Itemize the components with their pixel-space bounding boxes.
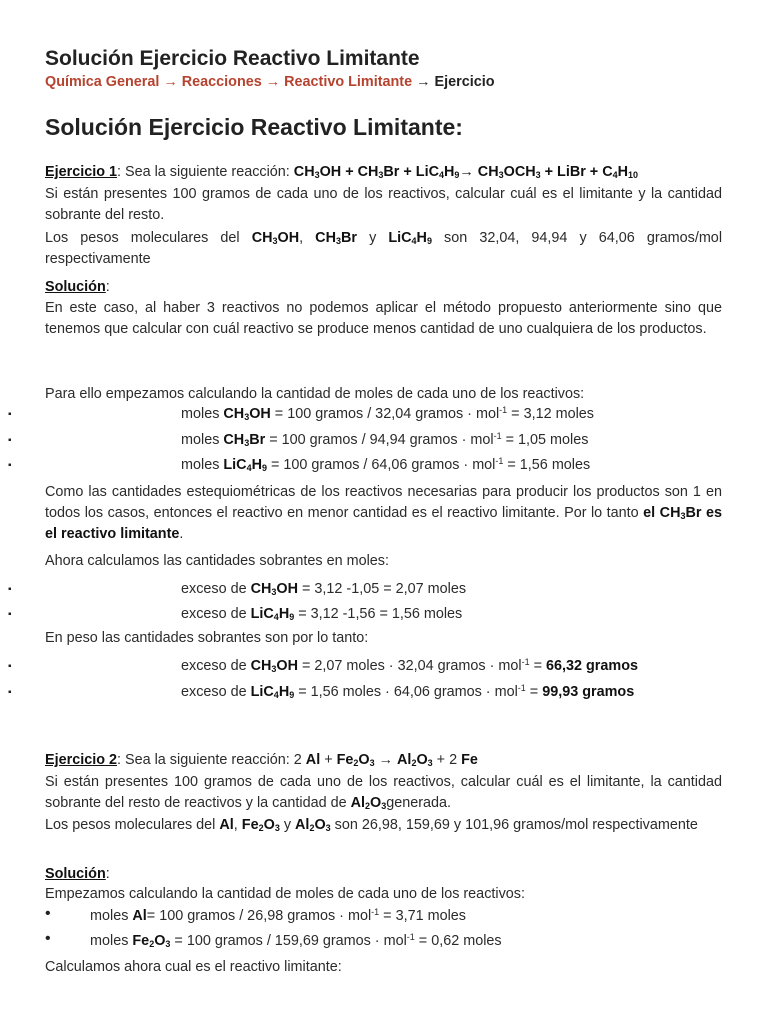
ex2-statement-end: generada. (386, 795, 452, 811)
breadcrumb-separator: → (163, 74, 178, 90)
ex1-label: Ejercicio 1 (45, 164, 117, 180)
list-bullet: ▪ (8, 460, 12, 471)
ex1-weight-1-calc: = 2,07 moles · 32,04 gramos · mol (302, 658, 522, 674)
list-bullet: • (45, 930, 51, 947)
ex1-moles-2-calc: = 100 gramos / 94,94 gramos · mol (269, 432, 494, 448)
ex1-excess-2-calc: = 3,12 -1,56 = 1,56 moles (298, 606, 463, 622)
word-moles: moles (90, 908, 129, 924)
ex2-statement-text: Si están presentes 100 gramos de cada uno de los reactivos, calcular cuál es el limitante, la cantidad sobrante del resto de reactivos y la cantidad de (45, 774, 722, 811)
breadcrumb-link-reactivo-limitante[interactable]: Reactivo Limitante (284, 74, 413, 90)
ex2-intro: : Sea la siguiente reacción: 2 (117, 752, 306, 768)
list-bullet: ▪ (8, 409, 12, 420)
list-bullet: ▪ (8, 584, 12, 595)
ex2-moles-2-result: = 0,62 moles (414, 933, 502, 949)
ex2-moles-1-result: = 3,71 moles (379, 908, 466, 924)
list-bullet: ▪ (8, 661, 12, 672)
ex1-intro: : Sea la siguiente reacción: (117, 164, 294, 180)
ex1-moles-1-result: = 3,12 moles (507, 406, 594, 422)
ex1-conclusion-text: Como las cantidades estequiométricas de los reactivos necesarias para producir los productos son 1 en todos los casos, entonces el reactivo en menor cantidad es el reactivo limitante. Por lo tanto (45, 484, 722, 521)
list-bullet: ▪ (8, 687, 12, 698)
breadcrumb-separator: → (265, 74, 281, 90)
word-exceso-de: exceso de (181, 606, 247, 622)
ex1-moles-2: moles $CH_3Br = 100$ gramos / 94,94 gramos · mol$^{-1}$ = 1,05 moles (181, 431, 589, 448)
ex1-moles-intro: Para ello empezamos calculando la cantidad de moles de cada uno de los reactivos: (45, 386, 585, 402)
list-bullet: • (45, 905, 51, 922)
ex1-weight-1: exceso de $CH_3OH = 2,07$ moles · 32,04 gramos · mol$^{-1}$ = 66,32 gramos (181, 657, 638, 674)
page-title: Solución Ejercicio Reactivo Limitante (45, 47, 420, 70)
ex1-statement: Si están presentes 100 gramos de cada uno de los reactivos, calcular cuál es el limitante y la cantidad sobrante del resto. (45, 186, 722, 223)
ex1-solution-label-text: Solución (45, 279, 106, 295)
word-exceso-de: exceso de (181, 658, 247, 674)
ex1-solution-label: Solución: (45, 279, 110, 295)
section-heading: Solución Ejercicio Reactivo Limitante: (45, 114, 463, 140)
word-el: el (643, 505, 656, 521)
ex1-weights: Los pesos moleculares del $CH_3OH$, $CH_3Br$ y $LiC_4H_9$ son 32,04, 94,94 y 64,06 gramos/mol respectivamente (45, 230, 723, 267)
ex1-conclusion-bold: es el reactivo limitante (45, 505, 722, 542)
ex2-solution-label-text: Solución (45, 866, 106, 882)
ex1-moles-1: moles $CH_3OH = 100$ gramos / 32,04 gramos · mol$^{-1}$ = 3,12 moles (181, 405, 594, 422)
ex1-weights-suffix: son 32,04, 94,94 y 64,06 gramos/mol respectivamente (45, 230, 723, 267)
ex2-moles-intro: Empezamos calculando la cantidad de moles de cada uno de los reactivos: (45, 886, 525, 902)
ex1-excess-2: exceso de $LiC_4H_9 = 3,12$ -1,56 = 1,56 moles (181, 606, 463, 622)
ex2-label: Ejercicio 2 (45, 752, 117, 768)
word-exceso-de: exceso de (181, 581, 247, 597)
ex2-weights: Los pesos moleculares del Al, $Fe_2O_3$ y $Al_2O_3$ son 26,98, 159,69 y 101,96 gramos/mol respectivamente (45, 817, 698, 833)
ex1-reaction-line: Ejercicio 1: Sea la siguiente reacción: $CH_3OH + CH_3Br + LiC_4H_9\to CH_3OCH_3$ + LiBr + $C_4H_{10}$ (45, 164, 639, 180)
ex1-solution-text: En este caso, al haber 3 reactivos no podemos aplicar el método propuesto anteriormente sino que tenemos que calcular con cuál reactivo se produce menos cantidad de uno cualquiera de los productos. (45, 300, 722, 337)
word-moles: moles (181, 457, 220, 473)
ex1-moles-3-calc: = 100 gramos / 64,06 gramos · mol (271, 457, 496, 473)
ex1-moles-1-calc: = 100 gramos / 32,04 gramos · mol (274, 406, 500, 422)
ex1-moles-2-result: = 1,05 moles (501, 432, 589, 448)
ex1-conclusion: Como las cantidades estequiométricas de los reactivos necesarias para producir los productos son 1 en todos los casos, entonces el reactivo en menor cantidad es el reactivo limitante. Por lo tanto el $CH_3Br$ es el reactivo limitante. (45, 484, 722, 542)
ex1-excess-1: exceso de $CH_3OH = 3,12$ -1,05 = 2,07 moles (181, 581, 467, 597)
word-exceso-de: exceso de (181, 684, 247, 700)
ex2-weights-prefix: Los pesos moleculares del (45, 817, 216, 833)
ex2-reaction-line: Ejercicio 2: Sea la siguiente reacción: 2 $Al + Fe_2O_3 \to Al_2O_3 + 2$ Fe (45, 752, 478, 768)
ex2-moles-1: moles Al= 100 gramos / 26,98 gramos · mol$^{-1}$ = 3,71 moles (90, 907, 466, 924)
word-moles: moles (181, 406, 220, 422)
ex1-weight-1-result: 66,32 gramos (546, 658, 638, 674)
breadcrumb-separator: → (416, 74, 431, 90)
breadcrumb-link-quimica-general[interactable]: Química General (45, 74, 160, 90)
ex1-weight-intro: En peso las cantidades sobrantes son por lo tanto: (45, 630, 369, 646)
list-bullet: ▪ (8, 435, 12, 446)
ex1-weights-and: y (369, 230, 377, 246)
ex2-solution-label: Solución: (45, 866, 110, 882)
ex2-moles-2-calc: = 100 gramos / 159,69 gramos · mol (170, 933, 407, 949)
word-and: y (283, 817, 292, 833)
word-moles: moles (90, 933, 129, 949)
ex1-weights-prefix: Los pesos moleculares del (45, 230, 240, 246)
ex1-moles-3-result: = 1,56 moles (503, 457, 591, 473)
ex1-weight-2-calc: = 1,56 moles · 64,06 gramos · mol (298, 684, 518, 700)
ex1-weight-2: exceso de $LiC_4H_9 = 1,56$ moles · 64,06 gramos · mol$^{-1}$ = 99,93 gramos (181, 683, 635, 700)
ex2-moles-1-calc: = 100 gramos / 26,98 gramos · mol (146, 908, 372, 924)
breadcrumb-current: Ejercicio (434, 74, 495, 90)
list-bullet: ▪ (8, 609, 12, 620)
breadcrumb-link-reacciones[interactable]: Reacciones (181, 74, 262, 90)
ex2-limit-intro: Calculamos ahora cual es el reactivo limitante: (45, 959, 342, 975)
word-moles: moles (181, 432, 220, 448)
ex1-weight-2-result: 99,93 gramos (542, 684, 635, 700)
ex2-moles-2: moles $Fe_2O_3 = 100$ gramos / 159,69 gramos · mol$^{-1}$ = 0,62 moles (90, 932, 502, 949)
ex2-statement: Si están presentes 100 gramos de cada uno de los reactivos, calcular cuál es el limitante, la cantidad sobrante del resto de reactivos y la cantidad de $Al_2O_3generada$. (45, 774, 722, 811)
breadcrumb (45, 74, 495, 90)
ex1-moles-3: moles $LiC_4H_9 = 100$ gramos / 64,06 gramos · mol$^{-1}$ = 1,56 moles (181, 456, 591, 473)
ex1-excess-1-calc: = 3,12 -1,05 = 2,07 moles (302, 581, 467, 597)
ex1-excess-intro: Ahora calculamos las cantidades sobrantes en moles: (45, 553, 389, 569)
ex2-weights-suffix: son 26,98, 159,69 y 101,96 gramos/mol respectivamente (334, 817, 698, 833)
